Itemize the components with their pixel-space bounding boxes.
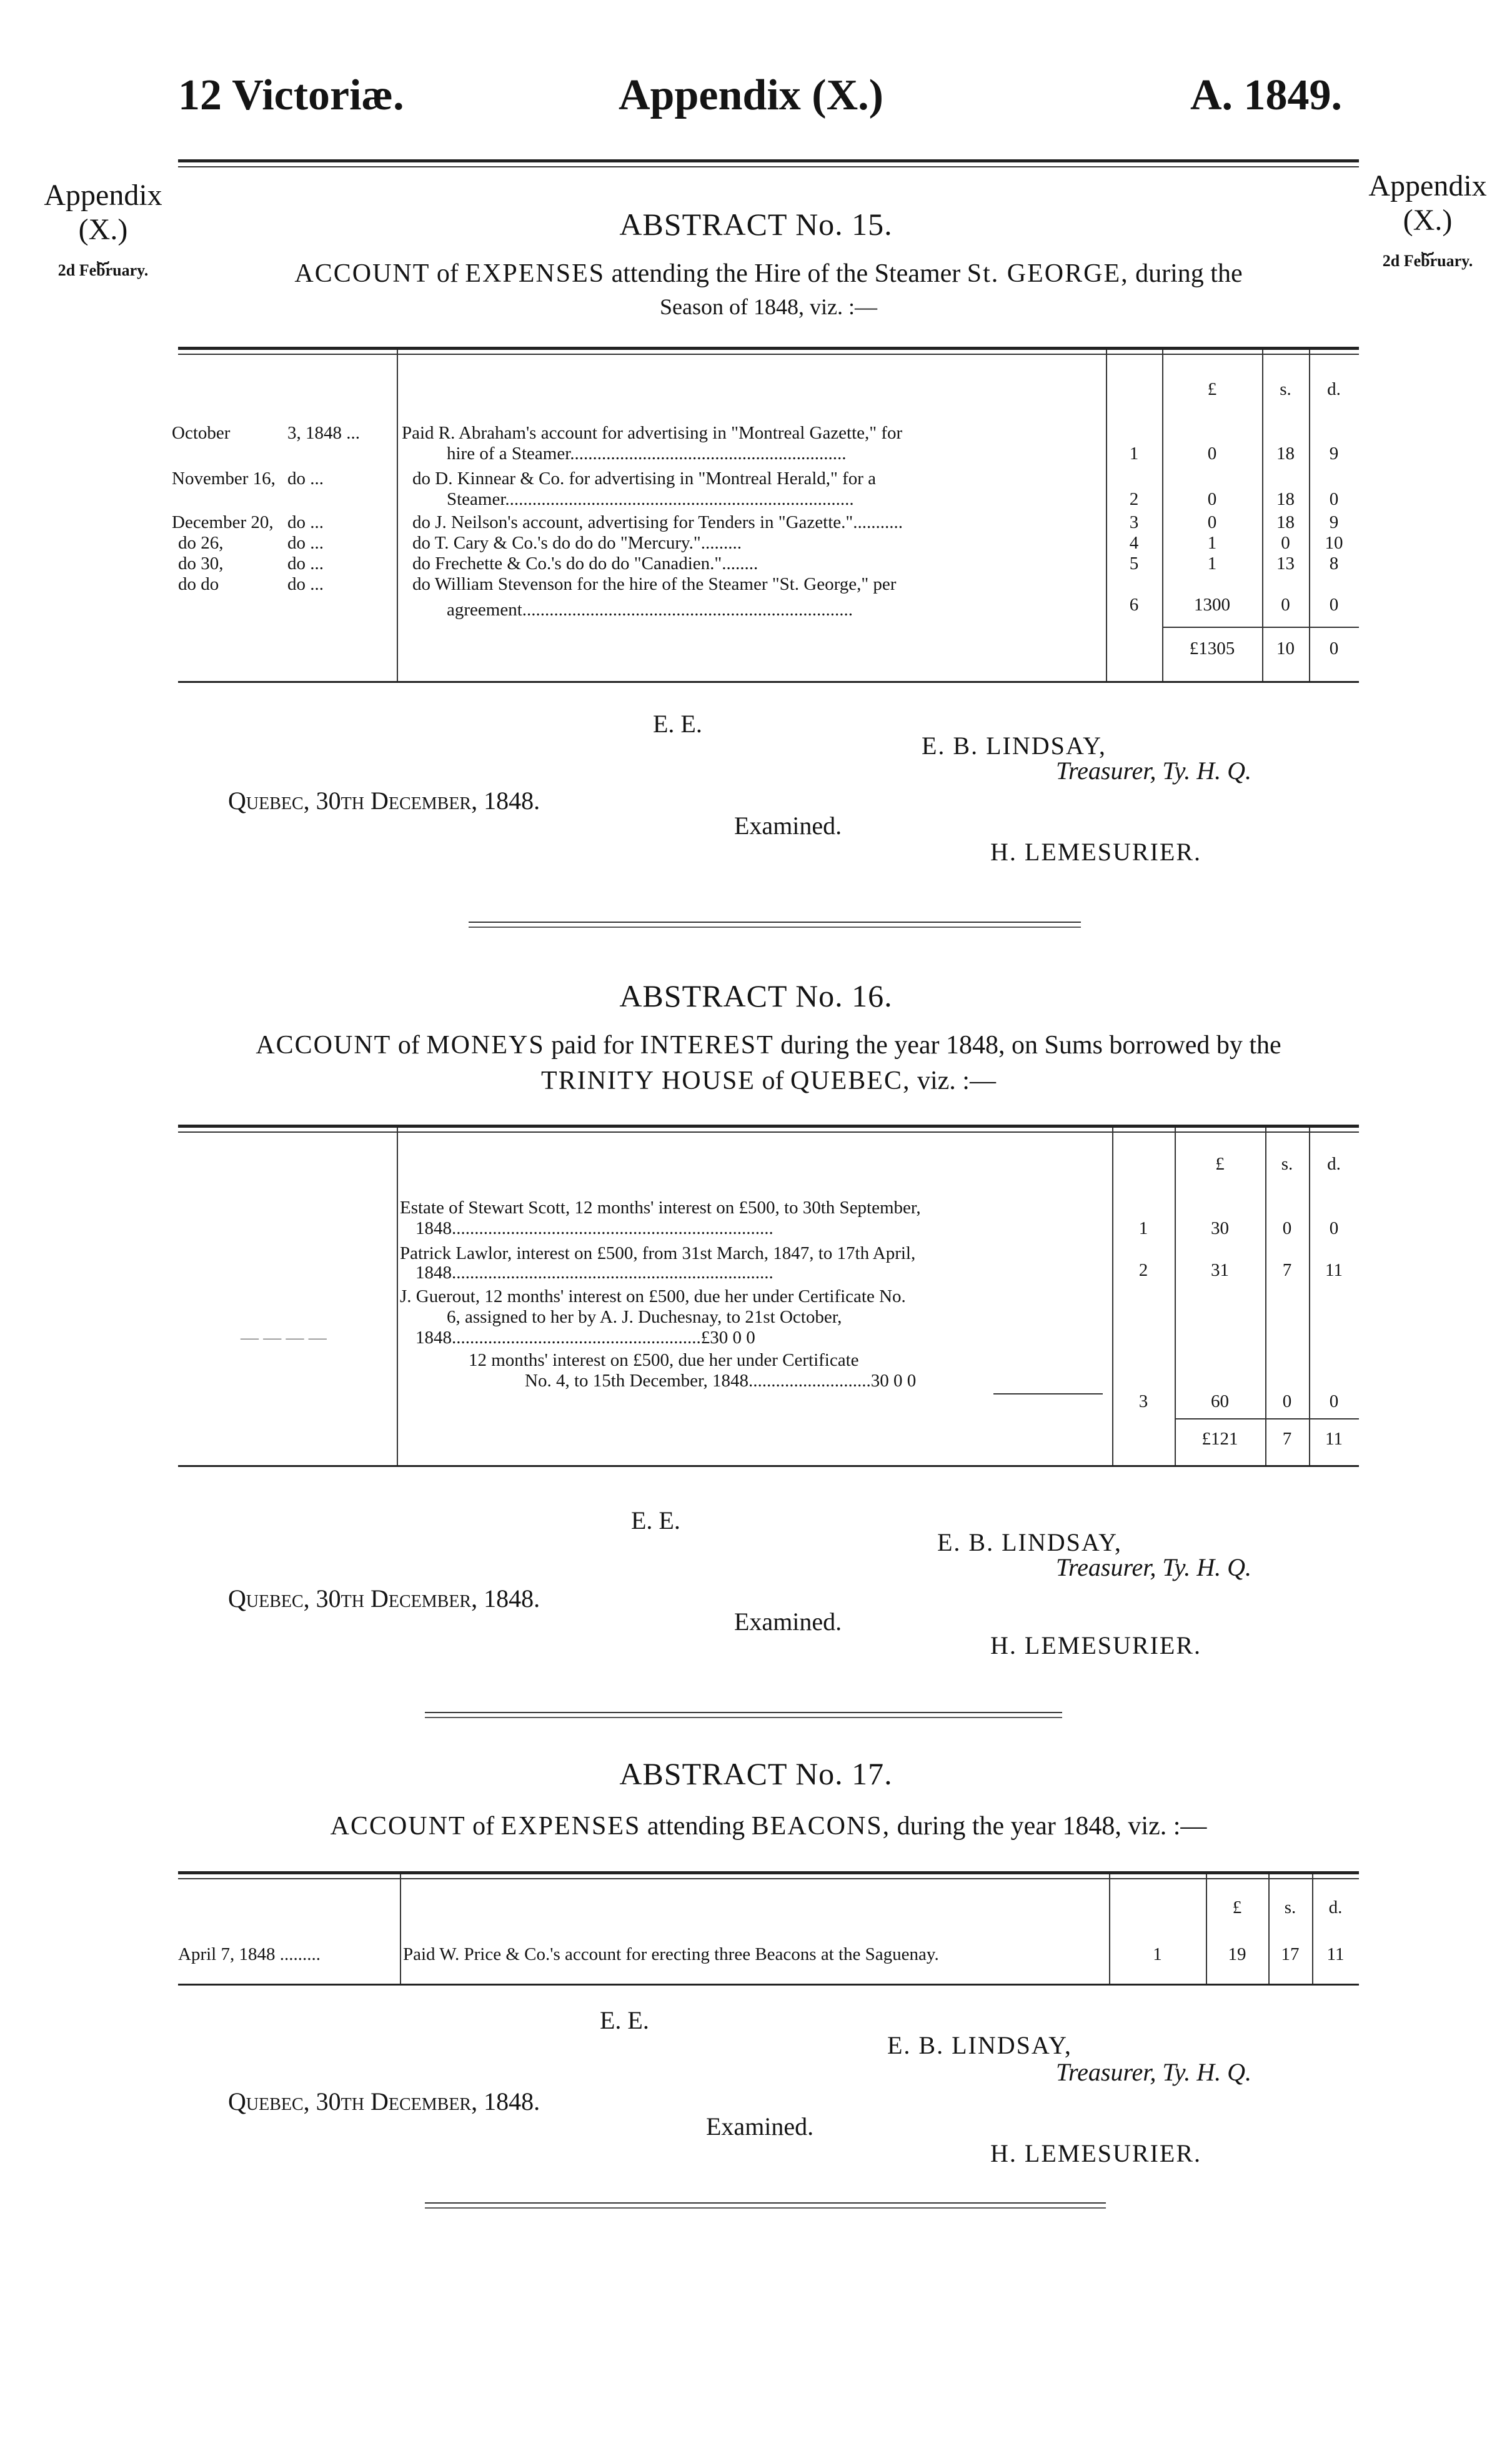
row-date: do ... [287, 533, 324, 553]
row-number: 1 [1138, 1218, 1148, 1238]
running-header-right: A. 1849. [1190, 71, 1343, 119]
row-description: agreement......................................................................... [447, 600, 853, 620]
row-pence: 10 [1325, 533, 1343, 553]
total-pounds: £121 [1201, 1429, 1238, 1449]
ee-mark: E. E. [653, 710, 702, 738]
subtitle-word: attending [647, 1812, 745, 1841]
row-description: do D. Kinnear & Co. for advertising in "Montreal Herald," for a [412, 469, 877, 489]
row-date: do do [178, 574, 219, 594]
subtitle-word: of [762, 1066, 784, 1095]
side-note-appendix: (X.) [78, 213, 128, 247]
place-date: Quebec, 30th December, 1848. [228, 2087, 540, 2115]
examiner-name: H. LEMESURIER. [990, 2139, 1201, 2167]
brace-icon: ⏟ [96, 241, 110, 265]
row-date: do ... [287, 469, 324, 489]
row-pence: 0 [1329, 489, 1339, 509]
row-description: do William Stevenson for the hire of the Steamer "St. George," per [412, 574, 897, 594]
section-divider [425, 2202, 1106, 2209]
subtitle-word: paid for [551, 1031, 634, 1060]
row-date: do ... [287, 554, 324, 574]
column-divider [1265, 1128, 1266, 1465]
row-description: Patrick Lawlor, interest on £500, from 31st March, 1847, to 17th April, [400, 1243, 916, 1263]
row-date: 3, 1848 ... [287, 423, 360, 443]
row-description: Estate of Stewart Scott, 12 months' interest on £500, to 30th September, [400, 1198, 921, 1218]
row-description: Paid W. Price & Co.'s account for erecting three Beacons at the Saguenay. [403, 1944, 939, 1964]
side-note-date: 2d February. [57, 261, 149, 279]
subtitle-word: attending the Hire of the Steamer [611, 259, 961, 288]
subtitle-word: BEACONS, [751, 1812, 891, 1841]
row-description: do J. Neilson's account, advertising for Tenders in "Gazette."........... [412, 512, 903, 532]
total-pounds: £1305 [1189, 639, 1235, 659]
row-pence: 0 [1329, 595, 1339, 615]
subtitle-word: during the year 1848, on Sums borrowed by the [780, 1031, 1281, 1060]
row-date: do 30, [178, 554, 224, 574]
signer-name: E. B. LINDSAY, [922, 732, 1107, 760]
col-pound-header: £ [1207, 379, 1217, 399]
signer-name: E. B. LINDSAY, [887, 2031, 1072, 2059]
abstract15-table [172, 347, 1359, 683]
row-pence: 11 [1325, 1260, 1343, 1280]
subtitle-word: of [436, 259, 459, 288]
row-description: 1848....................................................................... [415, 1263, 773, 1283]
ee-mark: E. E. [600, 2006, 649, 2034]
row-pounds: 0 [1207, 444, 1217, 464]
col-pence-header: d. [1327, 379, 1341, 399]
abstract15-subtitle [178, 256, 1359, 322]
examiner-name: H. LEMESURIER. [990, 1631, 1201, 1659]
row-date: do ... [287, 574, 324, 594]
row-number: 5 [1129, 554, 1139, 574]
brace-icon: ⏟ [1421, 232, 1435, 256]
side-note-label: Appendix [44, 179, 162, 212]
running-header-center: Appendix (X.) [619, 71, 883, 119]
row-pounds: 0 [1207, 489, 1217, 509]
examined-label: Examined. [734, 1608, 842, 1636]
subtitle-word: during the year 1848, viz. :— [897, 1812, 1207, 1841]
row-description: Steamer............................................................................. [447, 489, 854, 509]
row-shillings: 0 [1282, 1391, 1292, 1411]
row-pence: 8 [1329, 554, 1339, 574]
col-pound-header: £ [1232, 1897, 1242, 1917]
row-pounds: 60 [1211, 1391, 1229, 1411]
subtitle-word: QUEBEC, [790, 1066, 911, 1095]
row-shillings: 18 [1276, 489, 1295, 509]
row-description: do T. Cary & Co.'s do do do "Mercury."......... [412, 533, 742, 553]
col-shilling-header: s. [1281, 1154, 1293, 1174]
row-description: J. Guerout, 12 months' interest on £500, due her under Certificate No. [400, 1286, 906, 1306]
signer-title: Treasurer, Ty. H. Q. [1056, 2058, 1252, 2086]
row-description: Paid R. Abraham's account for advertising in "Montreal Gazette," for [402, 423, 903, 443]
section-divider [425, 1712, 1062, 1718]
abstract16-title: ABSTRACT No. 16. [619, 978, 893, 1013]
subtitle-word: TRINITY HOUSE [541, 1066, 755, 1095]
row-date: October [172, 423, 231, 443]
subtitle-word: ACCOUNT [294, 259, 430, 288]
row-description: 1848....................................................................... [415, 1218, 773, 1238]
row-pence: 11 [1326, 1944, 1345, 1964]
abstract16-subtitle [153, 1028, 1384, 1098]
col-pence-header: d. [1328, 1897, 1343, 1917]
row-pounds: 19 [1228, 1944, 1246, 1964]
row-description: 12 months' interest on £500, due her under Certificate [469, 1350, 859, 1370]
row-description: 1848.......................................................£30 0 0 [415, 1328, 755, 1348]
total-shillings: 7 [1282, 1429, 1292, 1449]
row-number: 3 [1129, 512, 1139, 532]
row-pence: 9 [1329, 512, 1339, 532]
subtitle-word: viz. :— [917, 1066, 996, 1095]
row-pounds: 1 [1207, 533, 1217, 553]
examined-label: Examined. [734, 812, 842, 840]
row-shillings: 18 [1276, 444, 1295, 464]
place-date: Quebec, 30th December, 1848. [228, 787, 540, 815]
signer-title: Treasurer, Ty. H. Q. [1056, 757, 1252, 785]
subtitle-word: ACCOUNT [256, 1031, 392, 1060]
table-rule [178, 354, 1359, 355]
column-divider [1206, 1874, 1207, 1984]
subtotal-rule [993, 1393, 1103, 1395]
row-shillings: 0 [1281, 595, 1290, 615]
column-divider [1309, 1128, 1310, 1465]
table-rule [178, 1878, 1359, 1879]
place-date: Quebec, 30th December, 1848. [228, 1584, 540, 1613]
row-date: do 26, [178, 533, 224, 553]
column-divider [1175, 1128, 1176, 1465]
signer-name: E. B. LINDSAY, [937, 1528, 1122, 1556]
subtitle-word: of [472, 1812, 495, 1841]
examiner-name: H. LEMESURIER. [990, 838, 1201, 866]
col-shilling-header: s. [1284, 1897, 1296, 1917]
subtitle-word: ACCOUNT [330, 1812, 466, 1841]
signer-title: Treasurer, Ty. H. Q. [1056, 1553, 1252, 1581]
row-number: 2 [1138, 1260, 1148, 1280]
running-header-left: 12 Victoriæ. [178, 71, 404, 119]
side-note-label: Appendix [1368, 169, 1487, 202]
ee-mark: E. E. [631, 1506, 680, 1534]
row-shillings: 0 [1281, 533, 1290, 553]
subtitle-word: during the [1135, 259, 1243, 288]
row-description: No. 4, to 15th December, 1848...........................30 0 0 [525, 1371, 917, 1391]
subtitle-word: INTEREST [640, 1031, 774, 1060]
row-date: December 20, [172, 512, 274, 532]
row-shillings: 17 [1281, 1944, 1300, 1964]
row-description: do Frechette & Co.'s do do do "Canadien."........ [412, 554, 758, 574]
row-pounds: 30 [1211, 1218, 1229, 1238]
total-pence: 11 [1325, 1429, 1343, 1449]
row-date: April 7, 1848 ......... [178, 1944, 321, 1964]
column-divider [1268, 1874, 1270, 1984]
row-date: November 16, [172, 469, 276, 489]
table-rule [178, 1131, 1359, 1133]
row-pounds: 1300 [1194, 595, 1230, 615]
abstract17-title: ABSTRACT No. 17. [619, 1756, 893, 1791]
row-pounds: 0 [1207, 512, 1217, 532]
subtitle-word: EXPENSES [500, 1812, 641, 1841]
total-shillings: 10 [1276, 639, 1295, 659]
abstract15-subtitle-line2: Season of 1848, viz. :— [660, 294, 877, 319]
section-divider [469, 922, 1081, 928]
abstract17-table [178, 1871, 1359, 1986]
row-shillings: 18 [1276, 512, 1295, 532]
row-date: do ... [287, 512, 324, 532]
row-pence: 0 [1329, 1391, 1339, 1411]
examined-label: Examined. [706, 2112, 814, 2140]
row-number: 1 [1153, 1944, 1162, 1964]
side-note-appendix: (X.) [1403, 204, 1453, 237]
abstract15-title: ABSTRACT No. 15. [619, 207, 893, 242]
row-pence: 0 [1329, 1218, 1339, 1238]
subtitle-word: EXPENSES [465, 259, 605, 288]
col-pound-header: £ [1215, 1154, 1225, 1174]
row-number: 2 [1129, 489, 1139, 509]
row-shillings: 13 [1276, 554, 1295, 574]
row-number: 4 [1129, 533, 1139, 553]
column-divider [1112, 1128, 1113, 1465]
column-divider [400, 1874, 401, 1984]
header-rule-inner [178, 166, 1359, 167]
total-pence: 0 [1329, 639, 1339, 659]
col-shilling-header: s. [1280, 379, 1291, 399]
subtitle-word: MONEYS [426, 1031, 545, 1060]
column-divider [1109, 1874, 1110, 1984]
row-pounds: 31 [1211, 1260, 1229, 1280]
row-number: 1 [1129, 444, 1139, 464]
header-rule [178, 159, 1359, 162]
subtitle-word: St. GEORGE, [967, 259, 1129, 288]
row-shillings: 7 [1282, 1260, 1292, 1280]
row-pounds: 1 [1207, 554, 1217, 574]
column-divider [1312, 1874, 1313, 1984]
abstract17-subtitle [178, 1809, 1359, 1844]
row-pence: 9 [1329, 444, 1339, 464]
row-shillings: 0 [1282, 1218, 1292, 1238]
column-divider [397, 1128, 398, 1465]
row-number: 3 [1138, 1391, 1148, 1411]
total-rule [1162, 627, 1359, 628]
column-divider [397, 350, 398, 681]
margin-mark: — — — — [241, 1328, 327, 1348]
row-description: 6, assigned to her by A. J. Duchesnay, to 21st October, [447, 1307, 842, 1327]
subtitle-word: of [397, 1031, 420, 1060]
row-description: hire of a Steamer............................................................. [447, 444, 847, 464]
row-number: 6 [1129, 595, 1139, 615]
abstract16-table [178, 1125, 1359, 1467]
total-rule [1175, 1418, 1359, 1419]
side-note-date: 2d February. [1382, 251, 1473, 270]
col-pence-header: d. [1327, 1154, 1341, 1174]
